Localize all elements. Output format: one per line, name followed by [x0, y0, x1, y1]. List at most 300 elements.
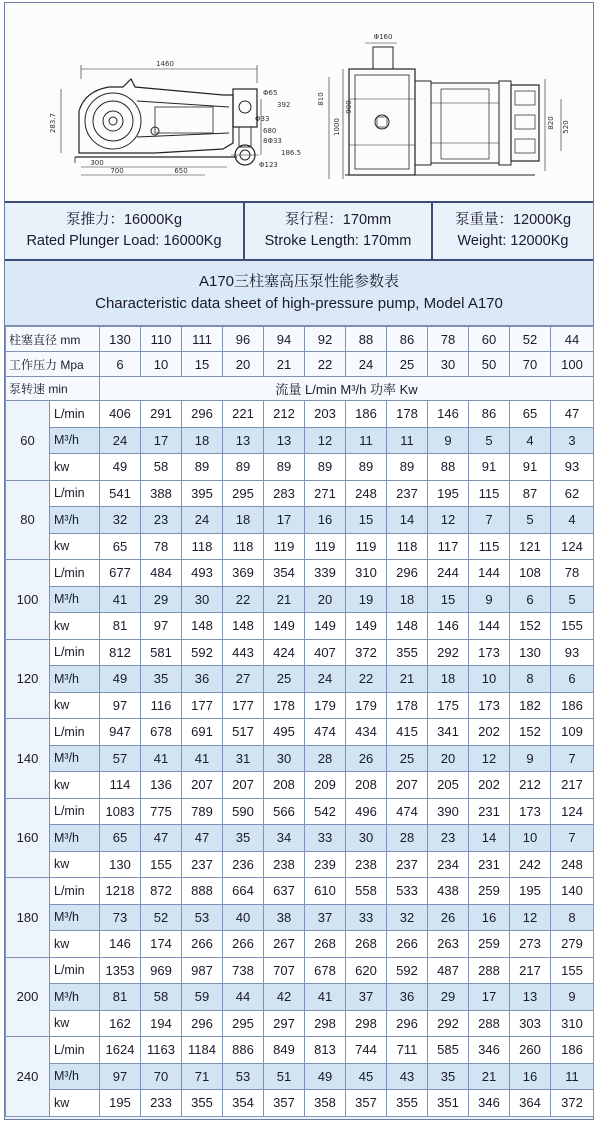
pump-drawing-svg: [5, 3, 593, 201]
value-cell: 30: [182, 586, 223, 613]
table-row: [6, 613, 594, 640]
value-cell: 10: [510, 825, 551, 852]
unit-cell: L/min: [50, 1037, 100, 1064]
value-cell: 295: [223, 480, 264, 507]
value-cell: 40: [223, 904, 264, 931]
value-cell: 91: [510, 454, 551, 481]
diameter-row: [6, 327, 594, 352]
value-cell: 11: [346, 427, 387, 454]
table-row: [6, 480, 594, 507]
value-cell: 87: [510, 480, 551, 507]
value-cell: 41: [305, 984, 346, 1011]
unit-cell: L/min: [50, 798, 100, 825]
value-cell: 89: [182, 454, 223, 481]
value-cell: 140: [551, 878, 594, 905]
value-cell: 37: [346, 984, 387, 1011]
value-cell: 9: [428, 427, 469, 454]
value-cell: 81: [100, 984, 141, 1011]
value-cell: 173: [510, 798, 551, 825]
value-cell: 495: [264, 719, 305, 746]
value-cell: 177: [182, 692, 223, 719]
value-cell: 291: [141, 401, 182, 428]
value-cell: 395: [182, 480, 223, 507]
value-cell: 136: [141, 772, 182, 799]
value-cell: 8: [510, 666, 551, 693]
value-cell: 297: [264, 1010, 305, 1037]
pressure-cell: 100: [551, 352, 594, 377]
value-cell: 148: [223, 613, 264, 640]
value-cell: 209: [305, 772, 346, 799]
value-cell: 279: [551, 931, 594, 958]
table-row: [6, 719, 594, 746]
value-cell: 88: [428, 454, 469, 481]
value-cell: 888: [182, 878, 223, 905]
unit-cell: M³/h: [50, 507, 100, 534]
value-cell: 691: [182, 719, 223, 746]
value-cell: 339: [305, 560, 346, 587]
value-cell: 20: [305, 586, 346, 613]
value-cell: 678: [305, 957, 346, 984]
value-cell: 237: [182, 851, 223, 878]
rpm-cell: 80: [6, 480, 50, 560]
table-row: [6, 878, 594, 905]
value-cell: 812: [100, 639, 141, 666]
value-cell: 205: [428, 772, 469, 799]
value-cell: 592: [182, 639, 223, 666]
value-cell: 9: [469, 586, 510, 613]
table-row: [6, 401, 594, 428]
value-cell: 148: [182, 613, 223, 640]
value-cell: 372: [551, 1090, 594, 1117]
pressure-cell: 25: [387, 352, 428, 377]
dim-right-3: Φ33: [255, 115, 270, 123]
value-cell: 71: [182, 1063, 223, 1090]
value-cell: 238: [346, 851, 387, 878]
value-cell: 59: [182, 984, 223, 1011]
value-cell: 35: [428, 1063, 469, 1090]
dim-shaft: Φ160: [373, 33, 393, 41]
pressure-cell: 21: [264, 352, 305, 377]
unit-cell: L/min: [50, 401, 100, 428]
value-cell: 292: [428, 1010, 469, 1037]
value-cell: 202: [469, 772, 510, 799]
value-cell: 424: [264, 639, 305, 666]
unit-cell: L/min: [50, 480, 100, 507]
unit-cell: M³/h: [50, 745, 100, 772]
value-cell: 813: [305, 1037, 346, 1064]
sheet-title: [5, 261, 593, 326]
value-cell: 18: [223, 507, 264, 534]
value-cell: 21: [264, 586, 305, 613]
pressure-label: 工作压力 Mpa: [6, 352, 100, 377]
value-cell: 30: [346, 825, 387, 852]
value-cell: 179: [346, 692, 387, 719]
pressure-cell: 24: [346, 352, 387, 377]
table-row: [6, 745, 594, 772]
dim-top-right-1: 820: [547, 116, 555, 130]
value-cell: 5: [510, 507, 551, 534]
pressure-cell: 22: [305, 352, 346, 377]
value-cell: 664: [223, 878, 264, 905]
value-cell: 149: [305, 613, 346, 640]
value-cell: 53: [223, 1063, 264, 1090]
diameter-cell: 92: [305, 327, 346, 352]
pressure-cell: 50: [469, 352, 510, 377]
value-cell: 678: [141, 719, 182, 746]
value-cell: 22: [223, 586, 264, 613]
rpm-cell: 180: [6, 878, 50, 958]
value-cell: 244: [428, 560, 469, 587]
value-cell: 38: [264, 904, 305, 931]
value-cell: 1624: [100, 1037, 141, 1064]
unit-cell: kw: [50, 931, 100, 958]
table-body: [6, 327, 594, 1117]
value-cell: 292: [428, 639, 469, 666]
unit-cell: kw: [50, 1090, 100, 1117]
table-row: [6, 1010, 594, 1037]
value-cell: 738: [223, 957, 264, 984]
value-cell: 78: [551, 560, 594, 587]
value-cell: 406: [100, 401, 141, 428]
value-cell: 346: [469, 1037, 510, 1064]
speed-label: 泵转速 min: [6, 377, 100, 401]
value-cell: 25: [387, 745, 428, 772]
value-cell: 1184: [182, 1037, 223, 1064]
table-row: [6, 427, 594, 454]
value-cell: 162: [100, 1010, 141, 1037]
value-cell: 93: [551, 454, 594, 481]
table-row: [6, 1063, 594, 1090]
dim-right-2: 392: [277, 101, 291, 109]
value-cell: 52: [141, 904, 182, 931]
diameter-cell: 60: [469, 327, 510, 352]
value-cell: 566: [264, 798, 305, 825]
value-cell: 558: [346, 878, 387, 905]
value-cell: 155: [551, 957, 594, 984]
value-cell: 15: [346, 507, 387, 534]
value-cell: 29: [428, 984, 469, 1011]
value-cell: 119: [346, 533, 387, 560]
value-cell: 5: [469, 427, 510, 454]
value-cell: 15: [428, 586, 469, 613]
value-cell: 217: [551, 772, 594, 799]
dim-top-left-1: 810: [317, 92, 325, 106]
value-cell: 849: [264, 1037, 305, 1064]
value-cell: 18: [428, 666, 469, 693]
value-cell: 207: [387, 772, 428, 799]
value-cell: 581: [141, 639, 182, 666]
rpm-cell: 100: [6, 560, 50, 640]
value-cell: 177: [223, 692, 264, 719]
value-cell: 41: [100, 586, 141, 613]
value-cell: 194: [141, 1010, 182, 1037]
value-cell: 474: [387, 798, 428, 825]
value-cell: 41: [141, 745, 182, 772]
value-cell: 969: [141, 957, 182, 984]
value-cell: 16: [469, 904, 510, 931]
unit-cell: L/min: [50, 957, 100, 984]
value-cell: 114: [100, 772, 141, 799]
value-cell: 49: [100, 666, 141, 693]
value-cell: 493: [182, 560, 223, 587]
diameter-cell: 44: [551, 327, 594, 352]
unit-cell: kw: [50, 613, 100, 640]
value-cell: 12: [305, 427, 346, 454]
value-cell: 178: [387, 692, 428, 719]
value-cell: 3: [551, 427, 594, 454]
value-cell: 6: [551, 666, 594, 693]
value-cell: 234: [428, 851, 469, 878]
value-cell: 355: [387, 1090, 428, 1117]
value-cell: 637: [264, 878, 305, 905]
value-cell: 9: [510, 745, 551, 772]
unit-cell: kw: [50, 851, 100, 878]
value-cell: 65: [510, 401, 551, 428]
flow-label: 流量 L/min M³/h 功率 Kw: [100, 377, 594, 401]
spec-weight-en: Weight: 12000Kg: [457, 233, 569, 249]
value-cell: 42: [264, 984, 305, 1011]
value-cell: 28: [305, 745, 346, 772]
value-cell: 148: [387, 613, 428, 640]
value-cell: 35: [223, 825, 264, 852]
rpm-cell: 120: [6, 639, 50, 719]
value-cell: 346: [469, 1090, 510, 1117]
table-row: [6, 507, 594, 534]
pressure-cell: 10: [141, 352, 182, 377]
value-cell: 20: [428, 745, 469, 772]
value-cell: 296: [387, 560, 428, 587]
diameter-cell: 86: [387, 327, 428, 352]
value-cell: 259: [469, 878, 510, 905]
value-cell: 47: [182, 825, 223, 852]
value-cell: 24: [305, 666, 346, 693]
value-cell: 288: [469, 1010, 510, 1037]
value-cell: 41: [182, 745, 223, 772]
value-cell: 11: [387, 427, 428, 454]
value-cell: 4: [551, 507, 594, 534]
value-cell: 17: [264, 507, 305, 534]
value-cell: 49: [100, 454, 141, 481]
value-cell: 369: [223, 560, 264, 587]
value-cell: 89: [387, 454, 428, 481]
value-cell: 31: [223, 745, 264, 772]
table-row: [6, 1090, 594, 1117]
dim-height: 283.7: [49, 112, 57, 134]
value-cell: 296: [387, 1010, 428, 1037]
value-cell: 97: [100, 1063, 141, 1090]
spec-plunger-load: [5, 203, 245, 259]
table-row: [6, 931, 594, 958]
spec-load-zh: 泵推力：16000Kg: [65, 212, 183, 228]
diameter-cell: 96: [223, 327, 264, 352]
value-cell: 231: [469, 851, 510, 878]
table-row: [6, 586, 594, 613]
dim-top-right-2: 520: [562, 120, 570, 134]
value-cell: 16: [305, 507, 346, 534]
value-cell: 242: [510, 851, 551, 878]
value-cell: 9: [551, 984, 594, 1011]
value-cell: 296: [182, 1010, 223, 1037]
value-cell: 26: [428, 904, 469, 931]
table-row: [6, 639, 594, 666]
value-cell: 268: [305, 931, 346, 958]
value-cell: 23: [141, 507, 182, 534]
value-cell: 268: [346, 931, 387, 958]
value-cell: 372: [346, 639, 387, 666]
dim-right-7: Φ123: [259, 161, 278, 169]
value-cell: 207: [223, 772, 264, 799]
spec-load-en: Rated Plunger Load: 16000Kg: [26, 233, 222, 249]
value-cell: 149: [264, 613, 305, 640]
title-en: Characteristic data sheet of high-pressure pump, Model A170: [95, 295, 503, 312]
value-cell: 388: [141, 480, 182, 507]
dim-bottom-2: 700: [110, 167, 124, 175]
value-cell: 354: [223, 1090, 264, 1117]
value-cell: 195: [100, 1090, 141, 1117]
value-cell: 45: [346, 1063, 387, 1090]
value-cell: 592: [387, 957, 428, 984]
value-cell: 81: [100, 613, 141, 640]
value-cell: 37: [305, 904, 346, 931]
value-cell: 17: [469, 984, 510, 1011]
value-cell: 173: [469, 692, 510, 719]
table-row: [6, 957, 594, 984]
value-cell: 288: [469, 957, 510, 984]
value-cell: 310: [346, 560, 387, 587]
rpm-cell: 200: [6, 957, 50, 1037]
value-cell: 438: [428, 878, 469, 905]
rpm-cell: 240: [6, 1037, 50, 1117]
value-cell: 872: [141, 878, 182, 905]
value-cell: 14: [469, 825, 510, 852]
value-cell: 118: [387, 533, 428, 560]
value-cell: 263: [428, 931, 469, 958]
value-cell: 1083: [100, 798, 141, 825]
value-cell: 233: [141, 1090, 182, 1117]
value-cell: 51: [264, 1063, 305, 1090]
value-cell: 130: [510, 639, 551, 666]
unit-cell: M³/h: [50, 984, 100, 1011]
value-cell: 10: [469, 666, 510, 693]
value-cell: 259: [469, 931, 510, 958]
table-row: [6, 904, 594, 931]
value-cell: 267: [264, 931, 305, 958]
value-cell: 29: [141, 586, 182, 613]
value-cell: 43: [387, 1063, 428, 1090]
value-cell: 58: [141, 454, 182, 481]
value-cell: 119: [264, 533, 305, 560]
value-cell: 207: [182, 772, 223, 799]
unit-cell: L/min: [50, 560, 100, 587]
unit-cell: L/min: [50, 878, 100, 905]
value-cell: 12: [469, 745, 510, 772]
diameter-cell: 78: [428, 327, 469, 352]
value-cell: 212: [264, 401, 305, 428]
value-cell: 415: [387, 719, 428, 746]
value-cell: 443: [223, 639, 264, 666]
value-cell: 351: [428, 1090, 469, 1117]
value-cell: 116: [141, 692, 182, 719]
value-cell: 202: [469, 719, 510, 746]
value-cell: 14: [387, 507, 428, 534]
value-cell: 49: [305, 1063, 346, 1090]
dim-bottom-3: 650: [174, 167, 188, 175]
value-cell: 266: [223, 931, 264, 958]
value-cell: 58: [141, 984, 182, 1011]
dim-right-6: 186.5: [281, 149, 302, 157]
value-cell: 239: [305, 851, 346, 878]
value-cell: 296: [182, 401, 223, 428]
value-cell: 707: [264, 957, 305, 984]
pressure-cell: 20: [223, 352, 264, 377]
value-cell: 27: [223, 666, 264, 693]
value-cell: 152: [510, 613, 551, 640]
value-cell: 130: [100, 851, 141, 878]
diameter-cell: 88: [346, 327, 387, 352]
value-cell: 17: [141, 427, 182, 454]
value-cell: 610: [305, 878, 346, 905]
value-cell: 231: [469, 798, 510, 825]
unit-cell: L/min: [50, 639, 100, 666]
value-cell: 36: [182, 666, 223, 693]
value-cell: 886: [223, 1037, 264, 1064]
table-row: [6, 1037, 594, 1064]
table-row: [6, 692, 594, 719]
value-cell: 35: [141, 666, 182, 693]
value-cell: 5: [551, 586, 594, 613]
value-cell: 24: [182, 507, 223, 534]
value-cell: 109: [551, 719, 594, 746]
value-cell: 212: [510, 772, 551, 799]
table-row: [6, 666, 594, 693]
value-cell: 155: [551, 613, 594, 640]
value-cell: 542: [305, 798, 346, 825]
value-cell: 146: [428, 613, 469, 640]
value-cell: 390: [428, 798, 469, 825]
value-cell: 434: [346, 719, 387, 746]
table-row: [6, 851, 594, 878]
dim-bottom-1: 300: [90, 159, 104, 167]
value-cell: 57: [100, 745, 141, 772]
value-cell: 16: [510, 1063, 551, 1090]
value-cell: 355: [387, 639, 428, 666]
value-cell: 26: [346, 745, 387, 772]
value-cell: 121: [510, 533, 551, 560]
value-cell: 86: [469, 401, 510, 428]
value-cell: 182: [510, 692, 551, 719]
value-cell: 248: [346, 480, 387, 507]
value-cell: 149: [346, 613, 387, 640]
value-cell: 73: [100, 904, 141, 931]
dim-right-5: 8Φ33: [263, 137, 282, 145]
value-cell: 11: [551, 1063, 594, 1090]
value-cell: 533: [387, 878, 428, 905]
value-cell: 117: [428, 533, 469, 560]
value-cell: 65: [100, 825, 141, 852]
value-cell: 355: [182, 1090, 223, 1117]
value-cell: 248: [551, 851, 594, 878]
unit-cell: kw: [50, 454, 100, 481]
value-cell: 93: [551, 639, 594, 666]
value-cell: 118: [223, 533, 264, 560]
table-row: [6, 984, 594, 1011]
value-cell: 273: [510, 931, 551, 958]
value-cell: 13: [510, 984, 551, 1011]
value-cell: 6: [510, 586, 551, 613]
value-cell: 354: [264, 560, 305, 587]
value-cell: 179: [305, 692, 346, 719]
value-cell: 310: [551, 1010, 594, 1037]
